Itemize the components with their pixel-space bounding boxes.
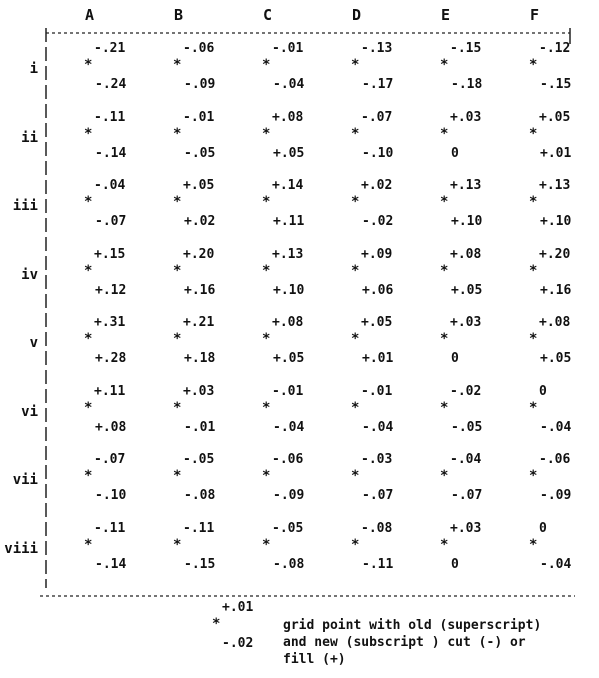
old-value: +.14 — [272, 178, 304, 193]
column-header: C — [263, 6, 273, 24]
new-value: +.05 — [273, 351, 305, 366]
new-value: +.01 — [540, 145, 572, 161]
old-value: +.13 — [450, 178, 482, 193]
old-value: -.01 — [272, 41, 304, 56]
new-value: +.16 — [540, 282, 572, 298]
old-value: +.03 — [183, 383, 215, 399]
legend-asterisk-icon: * — [212, 616, 221, 632]
grid-point-asterisk-icon: * — [262, 331, 271, 347]
new-value: -.04 — [362, 419, 394, 435]
old-value: 0 — [539, 383, 547, 399]
new-value: +.12 — [95, 282, 127, 298]
grid-point-asterisk-icon: * — [351, 262, 360, 279]
row-header: v — [29, 335, 38, 351]
grid-point-asterisk-icon: * — [173, 536, 182, 553]
grid-point-asterisk-icon: * — [262, 57, 271, 73]
old-value: -.05 — [183, 452, 215, 467]
grid-point-asterisk-icon: * — [351, 331, 360, 347]
grid-point-asterisk-icon: * — [351, 125, 360, 142]
grid-point-asterisk-icon: * — [351, 468, 360, 484]
old-value: +.13 — [272, 246, 304, 262]
new-value: -.10 — [95, 488, 127, 503]
row-header: vii — [12, 472, 38, 488]
old-value: +.20 — [183, 246, 215, 262]
old-value: -.01 — [361, 383, 393, 399]
old-value: -.06 — [183, 41, 215, 56]
new-value: -.07 — [362, 488, 394, 503]
old-value: +.15 — [94, 246, 126, 262]
grid-point-asterisk-icon: * — [262, 194, 271, 210]
old-value: +.20 — [539, 246, 571, 262]
new-value: +.18 — [184, 351, 216, 366]
grid-point-asterisk-icon: * — [173, 399, 182, 416]
legend-line-3: fill (+) — [283, 652, 346, 667]
new-value: -.09 — [540, 488, 572, 503]
new-value: +.05 — [273, 145, 305, 161]
new-value: -.07 — [451, 488, 483, 503]
old-value: -.13 — [361, 41, 393, 56]
grid-point-asterisk-icon: * — [84, 262, 93, 279]
new-value: -.04 — [273, 419, 305, 435]
grid-point-asterisk-icon: * — [440, 399, 449, 416]
grid-point-asterisk-icon: * — [84, 194, 93, 210]
grid-point-asterisk-icon: * — [440, 194, 449, 210]
column-header: A — [85, 6, 95, 24]
grid-point-asterisk-icon: * — [173, 331, 182, 347]
new-value: -.05 — [184, 145, 216, 161]
old-value: +.03 — [450, 315, 482, 330]
grid-point-asterisk-icon: * — [440, 468, 449, 484]
old-value: +.03 — [450, 520, 482, 536]
old-value: -.04 — [94, 178, 126, 193]
new-value: +.10 — [451, 214, 483, 229]
old-value: +.05 — [539, 109, 571, 125]
old-value: -.11 — [94, 520, 126, 536]
grid-point-asterisk-icon: * — [351, 194, 360, 210]
new-value: -.14 — [95, 145, 127, 161]
new-value: 0 — [451, 145, 459, 161]
old-value: +.09 — [361, 246, 393, 262]
new-value: +.10 — [273, 282, 305, 298]
grid-point-asterisk-icon: * — [351, 399, 360, 416]
grid-point-asterisk-icon: * — [173, 125, 182, 142]
grid-point-asterisk-icon: * — [262, 262, 271, 279]
grid-point-asterisk-icon: * — [440, 57, 449, 73]
old-value: -.06 — [539, 452, 571, 467]
grid-point-asterisk-icon: * — [173, 262, 182, 279]
new-value: -.07 — [95, 214, 127, 229]
row-header: ii — [21, 129, 38, 146]
old-value: -.01 — [272, 383, 304, 399]
new-value: +.08 — [95, 419, 127, 435]
old-value: -.06 — [272, 452, 304, 467]
old-value: +.08 — [272, 315, 304, 330]
old-value: +.08 — [539, 315, 571, 330]
old-value: +.03 — [450, 109, 482, 125]
new-value: -.24 — [95, 77, 127, 92]
grid-point-asterisk-icon: * — [84, 57, 93, 73]
legend-line-2: and new (subscript ) cut (-) or — [283, 635, 526, 650]
new-value: +.05 — [451, 282, 483, 298]
old-value: +.31 — [94, 315, 126, 330]
new-value: -.05 — [451, 419, 483, 435]
old-value: -.01 — [183, 109, 215, 125]
new-value: +.05 — [540, 351, 572, 366]
grid-point-asterisk-icon: * — [529, 57, 538, 73]
old-value: +.05 — [361, 315, 393, 330]
old-value: +.11 — [94, 383, 126, 399]
row-header: iv — [21, 266, 38, 283]
new-value: +.28 — [95, 351, 127, 366]
row-header: viii — [4, 540, 38, 557]
grid-point-asterisk-icon: * — [529, 536, 538, 553]
old-value: -.21 — [94, 41, 126, 56]
new-value: -.14 — [95, 556, 127, 572]
new-value: -.04 — [273, 77, 305, 92]
column-header: E — [441, 6, 451, 24]
old-value: -.12 — [539, 41, 571, 56]
new-value: -.17 — [362, 77, 394, 92]
grid-point-asterisk-icon: * — [529, 125, 538, 142]
column-header: F — [530, 6, 540, 24]
old-value: -.07 — [94, 452, 126, 467]
row-header: i — [29, 61, 38, 77]
new-value: +.11 — [273, 214, 305, 229]
new-value: +.06 — [362, 282, 394, 298]
new-value: -.08 — [273, 556, 305, 572]
new-value: -.18 — [451, 77, 483, 92]
old-value: +.21 — [183, 315, 215, 330]
row-header: vi — [21, 403, 38, 420]
grid-point-asterisk-icon: * — [529, 468, 538, 484]
new-value: -.04 — [540, 556, 572, 572]
old-value: +.13 — [539, 178, 571, 193]
grid-point-asterisk-icon: * — [262, 125, 271, 142]
old-value: -.11 — [94, 109, 126, 125]
new-value: -.15 — [540, 77, 572, 92]
old-value: +.08 — [272, 109, 304, 125]
old-value: -.07 — [361, 109, 393, 125]
grid-point-asterisk-icon: * — [440, 262, 449, 279]
new-value: +.16 — [184, 282, 216, 298]
legend-old-value: +.01 — [222, 600, 254, 615]
new-value: -.02 — [362, 214, 394, 229]
old-value: -.08 — [361, 520, 393, 536]
new-value: 0 — [451, 556, 459, 572]
grid-point-asterisk-icon: * — [173, 468, 182, 484]
grid-point-asterisk-icon: * — [351, 536, 360, 553]
old-value: +.02 — [361, 178, 393, 193]
new-value: -.04 — [540, 419, 572, 435]
new-value: -.10 — [362, 145, 394, 161]
old-value: -.15 — [450, 41, 482, 56]
grid-point-asterisk-icon: * — [173, 57, 182, 73]
grid-point-asterisk-icon: * — [84, 468, 93, 484]
old-value: -.03 — [361, 452, 393, 467]
new-value: -.01 — [184, 419, 216, 435]
grid-point-asterisk-icon: * — [262, 536, 271, 553]
old-value: -.11 — [183, 520, 215, 536]
new-value: +.02 — [184, 214, 216, 229]
grid-point-asterisk-icon: * — [84, 331, 93, 347]
grid-point-asterisk-icon: * — [529, 399, 538, 416]
grid-point-asterisk-icon: * — [262, 468, 271, 484]
new-value: +.01 — [362, 351, 394, 366]
legend-new-value: -.02 — [222, 636, 254, 651]
grid-point-asterisk-icon: * — [440, 125, 449, 142]
new-value: +.10 — [540, 214, 572, 229]
old-value: -.05 — [272, 520, 304, 536]
new-value: -.09 — [273, 488, 305, 503]
old-value: +.08 — [450, 246, 482, 262]
new-value: -.11 — [362, 556, 394, 572]
column-header: B — [174, 6, 184, 24]
row-header: iii — [12, 198, 38, 214]
grid-point-asterisk-icon: * — [529, 194, 538, 210]
old-value: +.05 — [183, 178, 215, 193]
grid-point-asterisk-icon: * — [84, 536, 93, 553]
grid-point-asterisk-icon: * — [173, 194, 182, 210]
new-value: 0 — [451, 351, 459, 366]
grid-point-asterisk-icon: * — [529, 331, 538, 347]
old-value: -.02 — [450, 383, 482, 399]
new-value: -.15 — [184, 556, 216, 572]
grid-point-asterisk-icon: * — [440, 331, 449, 347]
legend-line-1: grid point with old (superscript) — [283, 618, 542, 633]
new-value: -.08 — [184, 488, 216, 503]
grid-point-asterisk-icon: * — [84, 125, 93, 142]
grid-point-asterisk-icon: * — [262, 399, 271, 416]
grid-point-asterisk-icon: * — [351, 57, 360, 73]
old-value: 0 — [539, 520, 547, 536]
grid-point-asterisk-icon: * — [529, 262, 538, 279]
grid-point-asterisk-icon: * — [440, 536, 449, 553]
new-value: -.09 — [184, 77, 216, 92]
grid-point-asterisk-icon: * — [84, 399, 93, 416]
old-value: -.04 — [450, 452, 482, 467]
column-header: D — [352, 6, 362, 24]
